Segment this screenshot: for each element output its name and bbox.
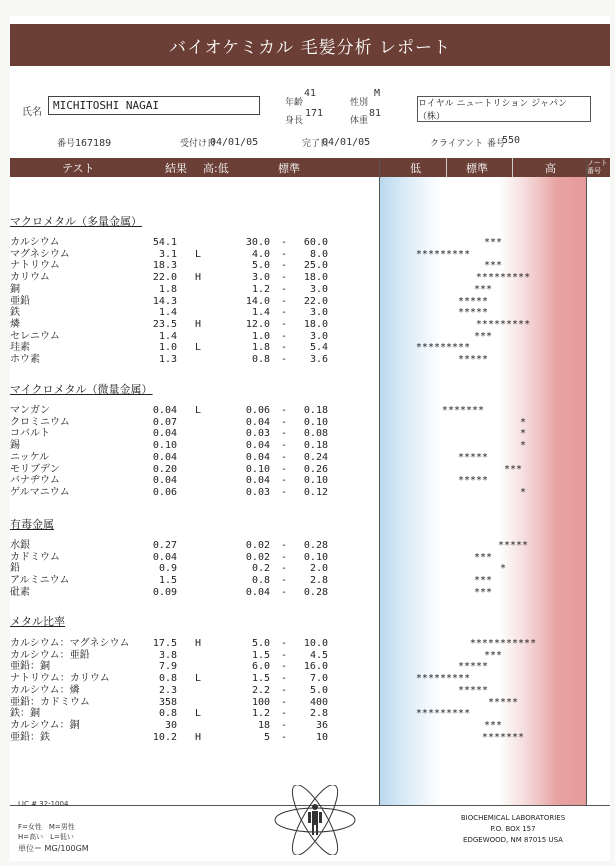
- row-range-high: 7.0: [309, 673, 328, 685]
- range-dash: -: [281, 248, 288, 260]
- range-dash: -: [281, 428, 288, 440]
- lab-name: BIOCHEMICAL LABORATORIES: [460, 814, 566, 822]
- row-result: 7.9: [158, 661, 177, 673]
- result-bar-stars: ***: [473, 283, 493, 295]
- row-result: 0.8: [158, 673, 177, 685]
- result-bar-stars: *********: [475, 318, 531, 330]
- row-range-low: 1.4: [251, 307, 270, 319]
- row-result: 0.9: [158, 563, 177, 575]
- row-result: 0.27: [152, 540, 177, 551]
- sex-legend: F=女性 M=男性: [18, 823, 75, 831]
- col-result: 結果: [165, 162, 187, 175]
- number-value: 167189: [75, 138, 112, 149]
- row-range-low: 5.0: [251, 260, 270, 272]
- row-range-high: 16.0: [303, 661, 328, 673]
- row-range-low: 0.04: [245, 451, 270, 463]
- row-result: 0.09: [152, 586, 177, 598]
- received-label: 受付け日: [180, 139, 217, 149]
- col-standard: 標準: [278, 162, 300, 175]
- table-row: [0, 685, 615, 697]
- range-dash: -: [281, 696, 288, 708]
- row-flag: L: [195, 673, 202, 685]
- range-dash: -: [281, 405, 288, 416]
- row-name: 鉄：銅: [10, 708, 40, 720]
- row-name: バナヂウム: [10, 475, 60, 487]
- result-bar-stars: *****: [457, 661, 489, 673]
- row-name: ホウ素: [10, 354, 40, 365]
- range-dash: -: [281, 307, 288, 319]
- row-flag: L: [195, 708, 202, 720]
- row-range-high: 60.0: [303, 237, 328, 248]
- received-date: 04/01/05: [210, 137, 259, 148]
- row-range-low: 18: [257, 719, 270, 731]
- number-label: 番号: [57, 139, 76, 149]
- row-range-low: 14.0: [245, 295, 270, 307]
- range-dash: -: [281, 318, 288, 330]
- row-range-high: 2.0: [309, 563, 328, 575]
- table-row: [0, 307, 615, 319]
- row-range-high: 0.26: [303, 463, 328, 475]
- height-value: 171: [305, 108, 324, 119]
- row-result: 0.07: [152, 416, 177, 428]
- table-row: [0, 296, 615, 308]
- result-bar-stars: *****: [497, 540, 529, 551]
- license-number: LIC # 32-1004: [18, 800, 69, 808]
- range-dash: -: [281, 283, 288, 295]
- row-result: 0.06: [152, 486, 177, 498]
- section-title: 有毒金属: [10, 518, 54, 531]
- table-row: [0, 575, 615, 587]
- row-result: 1.4: [158, 307, 177, 319]
- result-bar-stars: ***: [483, 719, 503, 731]
- range-dash: -: [281, 708, 288, 720]
- row-name: 亜鉛：鉄: [10, 731, 50, 743]
- range-dash: -: [281, 440, 288, 452]
- row-range-low: 1.2: [251, 708, 270, 720]
- row-name: 燐: [10, 318, 20, 330]
- row-range-high: 2.8: [309, 575, 328, 587]
- row-name: アルミニウム: [10, 575, 70, 587]
- range-dash: -: [281, 295, 288, 307]
- result-bar-stars: ***: [483, 237, 503, 248]
- row-range-low: 0.10: [245, 463, 270, 475]
- lab-city: EDGEWOOD, NM 87015 USA: [463, 836, 563, 844]
- table-row: [0, 638, 615, 650]
- row-range-high: 10: [315, 731, 328, 743]
- row-range-high: 400: [309, 696, 328, 708]
- row-range-high: 3.0: [309, 307, 328, 319]
- range-dash: -: [281, 486, 288, 498]
- row-range-high: 3.0: [309, 330, 328, 342]
- row-result: 0.04: [152, 451, 177, 463]
- row-range-low: 0.03: [245, 428, 270, 440]
- range-dash: -: [281, 638, 288, 649]
- row-range-high: 2.8: [309, 708, 328, 720]
- unit-label: 単位＝ MG/100GM: [18, 844, 89, 853]
- clinic-box: ロイヤル ニュートリション ジャパン （株）: [417, 96, 591, 122]
- range-dash: -: [281, 342, 288, 354]
- result-bar-stars: *********: [415, 342, 471, 354]
- result-bar-stars: ***: [473, 575, 493, 587]
- row-result: 23.5: [152, 318, 177, 330]
- row-range-high: 8.0: [309, 248, 328, 260]
- row-range-low: 1.5: [251, 649, 270, 661]
- row-flag: H: [195, 731, 202, 743]
- col-note: ノート 番号: [587, 159, 608, 175]
- range-dash: -: [281, 575, 288, 587]
- range-dash: -: [281, 272, 288, 284]
- row-range-high: 0.08: [303, 428, 328, 440]
- row-result: 0.20: [152, 463, 177, 475]
- col-hilo: 高:低: [203, 162, 229, 175]
- row-name: コバルト: [10, 428, 50, 440]
- row-result: 3.1: [158, 248, 177, 260]
- row-result: 358: [158, 696, 177, 708]
- range-dash: -: [281, 540, 288, 551]
- lab-address: [448, 813, 578, 846]
- result-bar-stars: *********: [415, 673, 471, 685]
- range-dash: -: [281, 661, 288, 673]
- range-dash: -: [281, 551, 288, 563]
- result-bar-stars: *********: [415, 248, 471, 260]
- row-result: 3.8: [158, 649, 177, 661]
- table-row: [0, 284, 615, 296]
- table-row: [0, 272, 615, 284]
- table-row: [0, 237, 615, 249]
- result-bar-stars: *: [519, 416, 527, 428]
- row-range-high: 3.0: [309, 283, 328, 295]
- row-range-low: 1.2: [251, 283, 270, 295]
- range-dash: -: [281, 673, 288, 685]
- result-bar-stars: ***: [483, 260, 503, 272]
- result-bar-stars: ***********: [469, 638, 537, 649]
- row-result: 0.10: [152, 440, 177, 452]
- row-result: 1.8: [158, 283, 177, 295]
- weight-value: 81: [369, 108, 382, 119]
- row-range-high: 18.0: [303, 272, 328, 284]
- row-result: 0.04: [152, 405, 177, 416]
- row-result: 0.04: [152, 428, 177, 440]
- result-bar-stars: ***: [503, 463, 523, 475]
- result-bar-stars: *****: [457, 475, 489, 487]
- range-dash: -: [281, 684, 288, 696]
- table-row: [0, 464, 615, 476]
- row-name: カルシウム：燐: [10, 684, 80, 696]
- row-flag: H: [195, 272, 202, 284]
- row-range-low: 0.2: [251, 563, 270, 575]
- result-bar-stars: ***: [473, 551, 493, 563]
- hilo-legend: H=高い L=低い: [18, 833, 74, 841]
- result-bar-stars: *: [519, 440, 527, 452]
- row-name: セレニウム: [10, 330, 60, 342]
- row-result: 0.04: [152, 551, 177, 563]
- range-dash: -: [281, 463, 288, 475]
- row-range-low: 1.0: [251, 330, 270, 342]
- row-range-low: 5.0: [251, 638, 270, 649]
- age-label: 年齢: [285, 98, 304, 108]
- table-row: [0, 673, 615, 685]
- row-range-high: 10.0: [303, 638, 328, 649]
- row-name: クロミニウム: [10, 416, 70, 428]
- name-label: 氏名: [22, 107, 42, 118]
- row-range-low: 100: [251, 696, 270, 708]
- row-name: ゲルマニウム: [10, 486, 70, 498]
- row-range-low: 12.0: [245, 318, 270, 330]
- row-range-low: 1.5: [251, 673, 270, 685]
- table-row: [0, 540, 615, 552]
- row-range-low: 0.8: [251, 575, 270, 587]
- row-result: 1.4: [158, 330, 177, 342]
- result-bar-stars: *****: [457, 354, 489, 365]
- result-bar-stars: *******: [441, 405, 485, 416]
- row-range-high: 0.10: [303, 416, 328, 428]
- range-dash: -: [281, 563, 288, 575]
- row-range-high: 0.28: [303, 540, 328, 551]
- row-range-high: 5.4: [309, 342, 328, 354]
- client-number: 550: [502, 135, 521, 146]
- report-title: バイオケミカル 毛髪分析 レポート: [10, 24, 610, 66]
- row-range-low: 1.8: [251, 342, 270, 354]
- range-dash: -: [281, 475, 288, 487]
- col-high: 高: [545, 162, 556, 175]
- table-row: [0, 319, 615, 331]
- row-result: 54.1: [152, 237, 177, 248]
- table-row: [0, 697, 615, 709]
- row-result: 10.2: [152, 731, 177, 743]
- sex-label: 性別: [350, 98, 369, 108]
- row-flag: L: [195, 342, 202, 354]
- range-dash: -: [281, 416, 288, 428]
- row-name: 砒素: [10, 586, 30, 598]
- row-range-low: 5: [263, 731, 270, 743]
- row-range-low: 4.0: [251, 248, 270, 260]
- header-divider-2: [512, 158, 513, 177]
- completed-label: 完了日: [302, 139, 330, 149]
- table-row: [0, 452, 615, 464]
- table-row: [0, 587, 615, 599]
- row-flag: H: [195, 318, 202, 330]
- row-range-high: 0.18: [303, 405, 328, 416]
- row-range-low: 3.0: [251, 272, 270, 284]
- row-name: ニッケル: [10, 451, 50, 463]
- age-value: 41: [304, 88, 317, 99]
- table-row: [0, 552, 615, 564]
- result-bar-stars: ***: [473, 330, 493, 342]
- row-name: カルシウム：亜鉛: [10, 649, 90, 661]
- row-name: 水銀: [10, 540, 30, 551]
- table-row: [0, 563, 615, 575]
- row-range-low: 0.02: [245, 540, 270, 551]
- table-row: [0, 720, 615, 732]
- row-flag: H: [195, 638, 202, 649]
- row-result: 14.3: [152, 295, 177, 307]
- row-name: マグネシウム: [10, 248, 70, 260]
- result-bar-stars: ***: [483, 649, 503, 661]
- row-range-low: 0.02: [245, 551, 270, 563]
- row-range-high: 25.0: [303, 260, 328, 272]
- range-dash: -: [281, 330, 288, 342]
- range-dash: -: [281, 260, 288, 272]
- lab-logo-icon: [270, 785, 360, 855]
- row-result: 2.3: [158, 684, 177, 696]
- patient-name-field: MICHITOSHI NAGAI: [48, 96, 260, 115]
- row-range-low: 0.06: [245, 405, 270, 416]
- col-test: テスト: [62, 162, 95, 175]
- row-range-high: 0.10: [303, 475, 328, 487]
- table-row: [0, 354, 615, 366]
- section-title: メタル比率: [10, 615, 65, 628]
- row-range-low: 30.0: [245, 237, 270, 248]
- range-dash: -: [281, 586, 288, 598]
- table-row: [0, 440, 615, 452]
- row-name: 亜鉛：カドミウム: [10, 696, 90, 708]
- row-range-low: 0.04: [245, 416, 270, 428]
- sex-value: M: [374, 88, 381, 99]
- table-row: [0, 732, 615, 744]
- row-range-high: 0.24: [303, 451, 328, 463]
- row-name: カドミウム: [10, 551, 60, 563]
- table-row: [0, 661, 615, 673]
- result-bar-stars: *********: [415, 708, 471, 720]
- row-name: 亜鉛：銅: [10, 661, 50, 673]
- row-range-high: 0.18: [303, 440, 328, 452]
- row-name: モリブデン: [10, 463, 60, 475]
- lab-box: P.O. BOX 157: [490, 825, 536, 833]
- section-title: マクロメタル（多量金属）: [10, 215, 142, 228]
- client-number-label: 番号: [487, 139, 506, 149]
- row-range-low: 0.04: [245, 475, 270, 487]
- result-bar-stars: *: [519, 486, 527, 498]
- result-bar-stars: *: [519, 428, 527, 440]
- row-range-high: 22.0: [303, 295, 328, 307]
- table-row: [0, 331, 615, 343]
- row-name: カルシウム: [10, 237, 60, 248]
- result-bar-stars: *****: [457, 307, 489, 319]
- range-dash: -: [281, 649, 288, 661]
- range-dash: -: [281, 719, 288, 731]
- row-result: 1.5: [158, 575, 177, 587]
- row-name: 亜鉛: [10, 295, 30, 307]
- row-result: 18.3: [152, 260, 177, 272]
- col-low: 低: [410, 162, 421, 175]
- row-name: ナトリウム：カリウム: [10, 673, 110, 685]
- table-row: [0, 342, 615, 354]
- row-range-low: 0.04: [245, 586, 270, 598]
- row-range-high: 18.0: [303, 318, 328, 330]
- row-name: ナトリウム: [10, 260, 60, 272]
- col-standard-graph: 標準: [466, 162, 488, 175]
- row-name: カルシウム：銅: [10, 719, 80, 731]
- row-range-low: 2.2: [251, 684, 270, 696]
- table-row: [0, 249, 615, 261]
- column-header-bar: [10, 158, 610, 177]
- result-bar-stars: *: [499, 563, 507, 575]
- height-label: 身長: [285, 116, 304, 126]
- client-label: クライアント: [430, 139, 484, 149]
- row-result: 22.0: [152, 272, 177, 284]
- section-title: マイクロメタル（微量金属）: [10, 383, 153, 396]
- weight-label: 体重: [350, 116, 369, 126]
- row-range-high: 0.12: [303, 486, 328, 498]
- row-name: 銅: [10, 283, 20, 295]
- row-result: 1.0: [158, 342, 177, 354]
- range-dash: -: [281, 237, 288, 248]
- row-name: 鉛: [10, 563, 20, 575]
- row-range-low: 0.03: [245, 486, 270, 498]
- row-result: 0.8: [158, 708, 177, 720]
- range-dash: -: [281, 451, 288, 463]
- result-bar-stars: *****: [487, 696, 519, 708]
- table-row: [0, 475, 615, 487]
- result-bar-stars: *******: [481, 731, 525, 743]
- row-range-high: 5.0: [309, 684, 328, 696]
- row-range-low: 0.8: [251, 354, 270, 365]
- row-name: マンガン: [10, 405, 50, 416]
- row-flag: L: [195, 405, 202, 416]
- table-row: [0, 260, 615, 272]
- table-row: [0, 428, 615, 440]
- range-dash: -: [281, 354, 288, 365]
- row-result: 17.5: [152, 638, 177, 649]
- row-flag: L: [195, 248, 202, 260]
- table-row: [0, 417, 615, 429]
- result-bar-stars: *****: [457, 295, 489, 307]
- row-name: 珪素: [10, 342, 30, 354]
- table-row: [0, 650, 615, 662]
- row-name: 錫: [10, 440, 20, 452]
- row-range-high: 4.5: [309, 649, 328, 661]
- table-row: [0, 487, 615, 499]
- row-name: カルシウム：マグネシウム: [10, 638, 130, 649]
- header-divider-1: [446, 158, 447, 177]
- row-result: 30: [164, 719, 177, 731]
- completed-date: 04/01/05: [322, 137, 371, 148]
- row-name: 鉄: [10, 307, 20, 319]
- result-bar-stars: *********: [475, 272, 531, 284]
- table-row: [0, 405, 615, 417]
- result-bar-stars: ***: [473, 586, 493, 598]
- range-dash: -: [281, 731, 288, 743]
- row-range-low: 0.04: [245, 440, 270, 452]
- row-result: 0.04: [152, 475, 177, 487]
- result-bar-stars: *****: [457, 684, 489, 696]
- table-row: [0, 708, 615, 720]
- result-bar-stars: *****: [457, 451, 489, 463]
- row-range-high: 36: [315, 719, 328, 731]
- row-range-high: 3.6: [309, 354, 328, 365]
- row-result: 1.3: [158, 354, 177, 365]
- row-name: カリウム: [10, 272, 50, 284]
- row-range-high: 0.28: [303, 586, 328, 598]
- row-range-high: 0.10: [303, 551, 328, 563]
- row-range-low: 6.0: [251, 661, 270, 673]
